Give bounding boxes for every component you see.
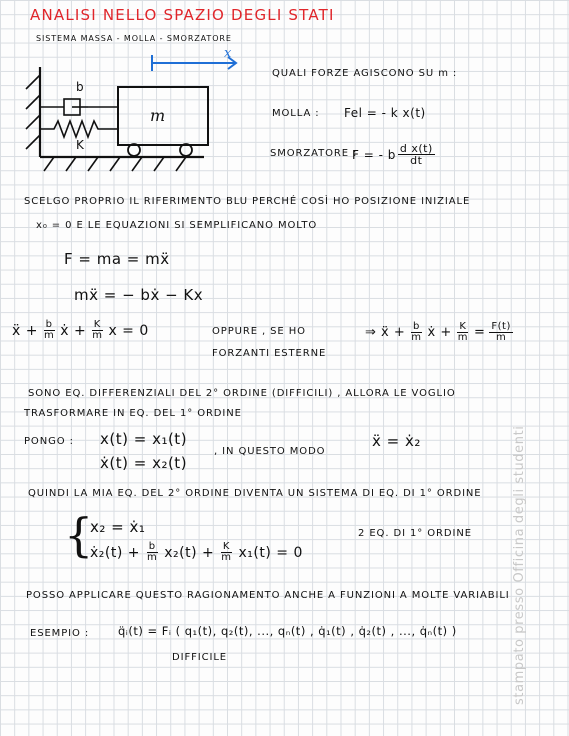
pongo-result: ẍ = ẋ₂: [372, 432, 421, 450]
f-over-m: [489, 322, 512, 343]
system-note: 2 EQ. DI 1° ORDINE: [358, 528, 472, 539]
system-intro: QUINDI LA MIA EQ. DEL 2° ORDINE DIVENTA UN SISTEMA DI EQ. DI 1° ORDINE: [28, 488, 482, 499]
example-eq: q̈ᵢ(t) = Fᵢ ( q₁(t), q₂(t), ..., qₙ(t) , q̇₁(t) , q̇₂(t) , ..., q̇ₙ(t) ): [118, 624, 457, 638]
damper-force-fraction: [398, 143, 435, 166]
newton-eq-2: mẍ = − bẋ − Kx: [74, 286, 204, 304]
spring: [40, 121, 118, 137]
normalized-eq: [12, 320, 149, 341]
k-num: K: [93, 319, 101, 330]
axis-label: x: [224, 46, 232, 61]
forced-term-a: ⇒ ẍ +: [365, 325, 406, 340]
reference-line-1: SCELGO PROPRIO IL RIFERIMENTO BLU PERCHÉ COSÌ HO POSIZIONE INIZIALE: [24, 196, 471, 207]
watermark: stampato presso Officina degli studenti: [512, 425, 527, 705]
wall-hatching: [26, 75, 40, 149]
reference-line-2: x₀ = 0 E LE EQUAZIONI SI SEMPLIFICANO MOLTO: [36, 220, 318, 231]
pongo-eq-2: ẋ(t) = x₂(t): [100, 454, 188, 472]
damper-force-lhs: F = - b: [352, 147, 396, 162]
system-label: SISTEMA MASSA - MOLLA - SMORZATORE: [36, 34, 232, 43]
forced-m-den: m: [411, 332, 422, 343]
spring-force-name: MOLLA :: [272, 108, 320, 119]
system-eq-2: [90, 542, 303, 563]
f-num: F(t): [491, 321, 511, 332]
damper-force-den: dt: [410, 154, 423, 167]
forced-term-b: ẋ +: [427, 325, 452, 340]
spring-label: K: [76, 138, 85, 152]
system-b-over-m: [145, 542, 159, 563]
normalized-term-a: ẍ +: [12, 322, 38, 339]
example-label: ESEMPIO :: [30, 628, 90, 639]
forced-k-num: K: [459, 321, 467, 332]
pongo-middle-text: , IN QUESTO MODO: [214, 446, 326, 457]
system-m-den: m: [147, 552, 158, 563]
damper-force-eq: [352, 143, 437, 166]
forced-k-over-m: [456, 322, 470, 343]
system-brace: {: [64, 508, 94, 562]
forced-eq: [365, 322, 515, 343]
forced-term-c: =: [473, 325, 486, 340]
order-line-1: SONO EQ. DIFFERENZIALI DEL 2° ORDINE (DIFFICILI) , ALLORA LE VOGLIO: [28, 388, 456, 399]
conclusion-line: POSSO APPLICARE QUESTO RAGIONAMENTO ANCHE A FUNZIONI A MOLTE VARIABILI: [26, 590, 510, 601]
difficile-label: DIFFICILE: [172, 652, 228, 663]
system-eq-2-b: x₂(t) +: [164, 544, 215, 561]
oppure-line-1: OPPURE , SE HO: [212, 326, 306, 337]
system-b-num: b: [148, 541, 156, 552]
b-num: b: [45, 319, 53, 330]
damper-label: b: [76, 80, 85, 94]
mass-label: m: [150, 106, 166, 125]
damper: [40, 99, 118, 115]
floor-hatching: [44, 157, 186, 171]
m-den: m: [43, 330, 55, 341]
system-k-num: K: [222, 541, 230, 552]
normalized-term-c: x = 0: [108, 322, 149, 339]
spring-force-eq: Fel = - k x(t): [344, 106, 426, 120]
normalized-term-b: ẋ +: [60, 322, 87, 339]
pongo-label: PONGO :: [24, 436, 74, 447]
forces-question: QUALI FORZE AGISCONO SU m :: [272, 68, 458, 79]
system-k-over-m: [219, 542, 233, 563]
forced-b-over-m: [409, 322, 423, 343]
k-over-m: [90, 320, 104, 341]
oppure-line-2: FORZANTI ESTERNE: [212, 348, 327, 359]
m-den-2: m: [92, 330, 103, 341]
system-eq-2-a: ẋ₂(t) +: [90, 544, 140, 561]
damper-force-num: d x(t): [399, 142, 433, 155]
mass-spring-damper-diagram: [14, 45, 254, 180]
pongo-eq-1: x(t) = x₁(t): [100, 430, 188, 448]
f-den: m: [495, 332, 507, 343]
forced-b-num: b: [412, 321, 420, 332]
system-m-den-2: m: [221, 552, 232, 563]
newton-eq-1: F = ma = mẍ: [64, 250, 170, 268]
damper-force-name: SMORZATORE :: [270, 148, 358, 159]
system-eq-1: x₂ = ẋ₁: [90, 518, 146, 536]
order-line-2: TRASFORMARE IN EQ. DEL 1° ORDINE: [24, 408, 242, 419]
page-title: ANALISI NELLO SPAZIO DEGLI STATI: [30, 6, 335, 24]
system-eq-2-c: x₁(t) = 0: [238, 544, 303, 561]
forced-m-den-2: m: [457, 332, 468, 343]
b-over-m: [42, 320, 56, 341]
